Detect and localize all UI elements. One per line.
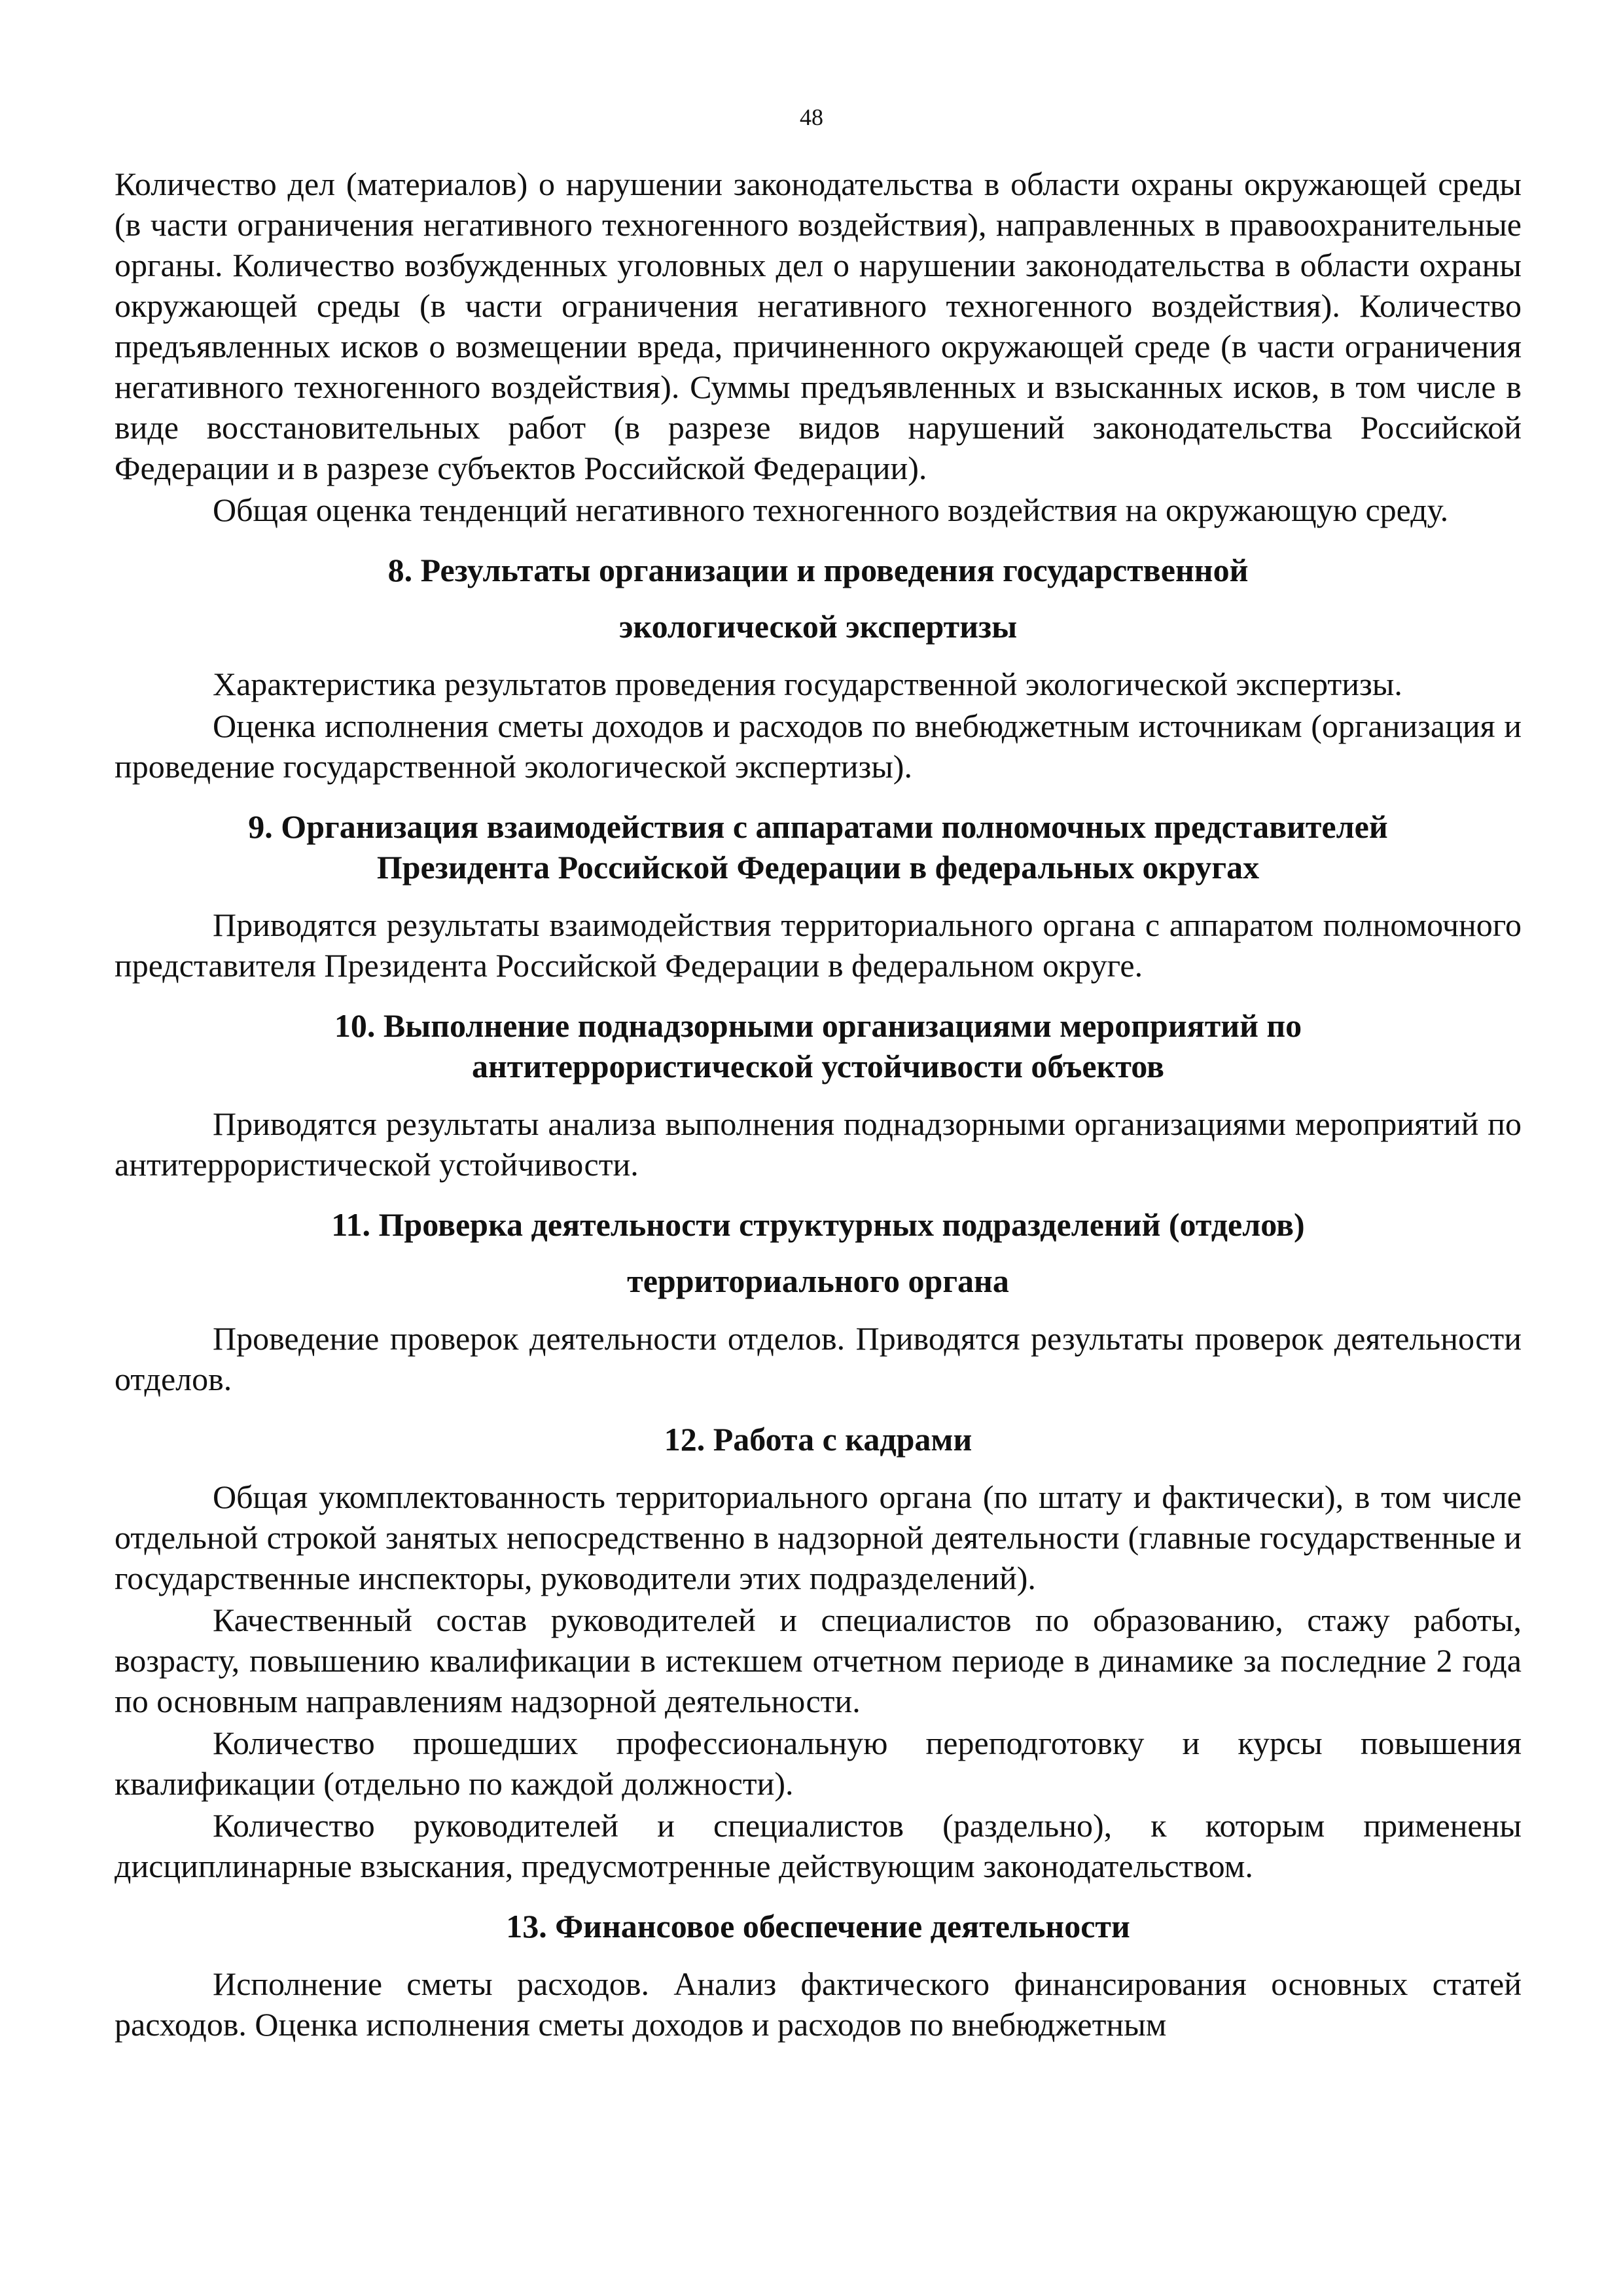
section-heading-line: 13. Финансовое обеспечение деятельности <box>506 1908 1130 1945</box>
paragraph: Приводятся результаты взаимодействия территориального органа с аппаратом полномочного представителя Президента Российской Федерации в федеральном округе. <box>115 906 1522 984</box>
section-heading-line: 9. Организация взаимодействия с аппаратами полномочных представителей <box>248 808 1388 845</box>
section-10 <box>115 1005 1522 1185</box>
section-heading-line: 10. Выполнение поднадзорными организациями мероприятий по <box>334 1007 1302 1044</box>
section-heading-line: Президента Российской Федерации в федеральных округах <box>376 849 1260 886</box>
paragraph: Количество руководителей и специалистов (раздельно), к которым применены дисциплинарные взыскания, предусмотренные действующим законодательством. <box>115 1807 1522 1884</box>
paragraph: Исполнение сметы расходов. Анализ фактического финансирования основных статей расходов. Оценка исполнения сметы доходов и расходов по внебюджетным <box>115 1965 1522 2043</box>
section-heading <box>115 806 1522 888</box>
section-9 <box>115 806 1522 986</box>
section-heading <box>115 1204 1522 1301</box>
paragraph: Количество прошедших профессиональную переподготовку и курсы повышения квалификации (отдельно по каждой должности). <box>115 1725 1522 1802</box>
section-13 <box>115 1906 1522 2045</box>
section-heading <box>115 1906 1522 1946</box>
section-heading <box>115 1005 1522 1086</box>
paragraph: Характеристика результатов проведения государственной экологической экспертизы. <box>213 666 1402 702</box>
section-heading-line: 12. Работа с кадрами <box>664 1421 972 1458</box>
paragraph: Приводятся результаты анализа выполнения поднадзорными организациями мероприятий по антитеррористической устойчивости. <box>115 1105 1522 1183</box>
section-heading-line: экологической экспертизы <box>618 608 1018 645</box>
paragraph: Общая укомплектованность территориального органа (по штату и фактически), в том числе отдельной строкой занятых непосредственно в надзорной деятельности (главные государственные и государственные инспекторы, руководители этих подразделений). <box>115 1479 1522 1596</box>
section-heading <box>115 1419 1522 1460</box>
paragraph: Количество дел (материалов) о нарушении законодательства в области охраны окружающей среды (в части ограничения негативного техногенного воздействия), направленных в правоохранительные органы. Количество возбужденных уголовных дел о нарушении законодательства в области охраны окружающей среды (в части ограничения негативного техногенного воздействия). Количество предъявленных исков о возмещении вреда, причиненного окружающей среде (в части ограничения негативного техногенного воздействия). Суммы предъявленных и взысканных исков, в том числе в виде восстановительных работ (в разрезе видов нарушений законодательства Российской Федерации и в разрезе субъектов Российской Федерации). <box>115 166 1522 486</box>
page-number: 48 <box>800 104 823 130</box>
document-body <box>115 164 1522 2046</box>
section-11 <box>115 1204 1522 1399</box>
paragraph: Оценка исполнения сметы доходов и расходов по внебюджетным источникам (организация и проведение государственной экологической экспертизы). <box>115 708 1522 785</box>
paragraph: Качественный состав руководителей и специалистов по образованию, стажу работы, возрасту, повышению квалификации в истекшем отчетном периоде в динамике за последние 2 года по основным направлениям надзорной деятельности. <box>115 1602 1522 1719</box>
section-heading-line: территориального органа <box>627 1263 1009 1299</box>
section-heading-line: 11. Проверка деятельности структурных подразделений (отделов) <box>331 1206 1305 1243</box>
section-heading-line: антитеррористической устойчивости объектов <box>471 1048 1165 1085</box>
paragraph: Проведение проверок деятельности отделов. Приводятся результаты проверок деятельности отделов. <box>115 1320 1522 1397</box>
section-heading-line: 8. Результаты организации и проведения государственной <box>387 552 1249 588</box>
section-heading <box>115 550 1522 647</box>
section-12 <box>115 1419 1522 1886</box>
section-8 <box>115 550 1522 787</box>
paragraph: Общая оценка тенденций негативного техногенного воздействия на окружающую среду. <box>213 492 1449 528</box>
